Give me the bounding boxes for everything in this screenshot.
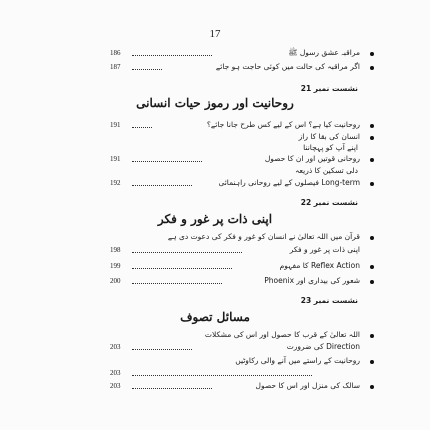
leader-dots: [132, 252, 242, 253]
bullet-icon: [370, 66, 374, 70]
toc-entry-page-row: [110, 368, 360, 380]
bullet-icon: [370, 124, 374, 128]
entry-page: 191: [110, 155, 121, 163]
bullet-icon: [370, 136, 374, 140]
entry-page: 203: [110, 382, 121, 390]
toc-entry[interactable]: [110, 154, 360, 166]
bullet-icon: [370, 182, 374, 186]
entry-page: 199: [110, 262, 121, 270]
toc-entry[interactable]: [110, 356, 360, 368]
toc-entry[interactable]: [110, 232, 360, 244]
entry-title: اللہ تعالیٰ کے قرب کا حصول اور اس کی مشکلات: [204, 330, 360, 339]
bullet-icon: [370, 158, 374, 162]
page-number: 17: [209, 28, 221, 40]
section-heading: مسائل تصوف: [180, 310, 250, 324]
leader-dots: [132, 388, 212, 389]
entry-title: Reflex Action کا مفہوم: [279, 261, 360, 270]
entry-title: روحانیت کے راستے میں آنے والی رکاوٹیں: [235, 356, 360, 365]
leader-dots: [132, 185, 192, 186]
entry-continuation: اپنی ذات پر غور و فکر: [289, 245, 360, 254]
entry-title: انسان کی بقا کا راز: [298, 132, 360, 141]
bullet-icon: [370, 280, 374, 284]
toc-entry[interactable]: [110, 261, 360, 273]
bullet-icon: [370, 334, 374, 338]
leader-dots: [132, 268, 232, 269]
entry-continuation: اپنے آپ کو پہچاننا: [303, 143, 358, 152]
entry-title: روحانیت کیا ہے؟ اس کے لیے کس طرح جانا جائے؟: [206, 120, 360, 129]
section-heading: روحانیت اور رموز حیات انسانی: [136, 96, 294, 110]
lesson-label: نشست نمبر 22: [300, 198, 358, 207]
entry-continuation: Direction کی ضرورت: [286, 342, 360, 351]
leader-dots: [132, 349, 192, 350]
toc-entry[interactable]: [110, 120, 360, 132]
bullet-icon: [370, 360, 374, 364]
entry-page: 191: [110, 121, 121, 129]
entry-title: قرآن میں اللہ تعالیٰ نے انسان کو غور و فکر کی دعوت دی ہے: [167, 232, 360, 241]
entry-page: 187: [110, 63, 121, 71]
leader-dots: [132, 283, 222, 284]
entry-title: اگر مراقبہ کی حالت میں کوئی حاجت ہو جائے: [215, 62, 360, 71]
leader-dots: [132, 55, 212, 56]
entry-title: مراقبہ عشق رسول ﷺ: [288, 48, 360, 57]
entry-continuation: دلی تسکین کا ذریعہ: [295, 166, 358, 175]
entry-title: شعور کی بیداری اور Phoenix: [264, 276, 360, 285]
leader-dots: [132, 69, 162, 70]
bullet-icon: [370, 52, 374, 56]
lesson-label: نشست نمبر 21: [300, 84, 358, 93]
leader-dots: [132, 375, 312, 376]
entry-page: 203: [110, 369, 121, 377]
entry-page: 192: [110, 179, 121, 187]
toc-entry-continuation-row: [110, 245, 360, 257]
toc-entry[interactable]: [110, 62, 360, 74]
lesson-label: نشست نمبر 23: [300, 296, 358, 305]
leader-dots: [132, 127, 152, 128]
section-heading: اپنی ذات پر غور و فکر: [157, 212, 273, 226]
toc-entry[interactable]: [110, 276, 360, 288]
entry-title: Long-term فیصلوں کے لیے روحانی راہنمائی: [218, 178, 360, 187]
entry-title: سالک کی منزل اور اس کا حصول: [255, 381, 360, 390]
entry-page: 200: [110, 277, 121, 285]
bullet-icon: [370, 236, 374, 240]
toc-entry[interactable]: [110, 178, 360, 190]
toc-entry-continuation-row: [110, 342, 360, 354]
entry-page: 186: [110, 49, 121, 57]
entry-page: 198: [110, 246, 121, 254]
leader-dots: [132, 161, 202, 162]
bullet-icon: [370, 385, 374, 389]
toc-entry[interactable]: [110, 330, 360, 342]
toc-entry[interactable]: [110, 48, 360, 60]
entry-title: روحانی قوتیں اور ان کا حصول: [264, 154, 360, 163]
entry-page: 203: [110, 343, 121, 351]
bullet-icon: [370, 265, 374, 269]
toc-entry[interactable]: [110, 381, 360, 393]
